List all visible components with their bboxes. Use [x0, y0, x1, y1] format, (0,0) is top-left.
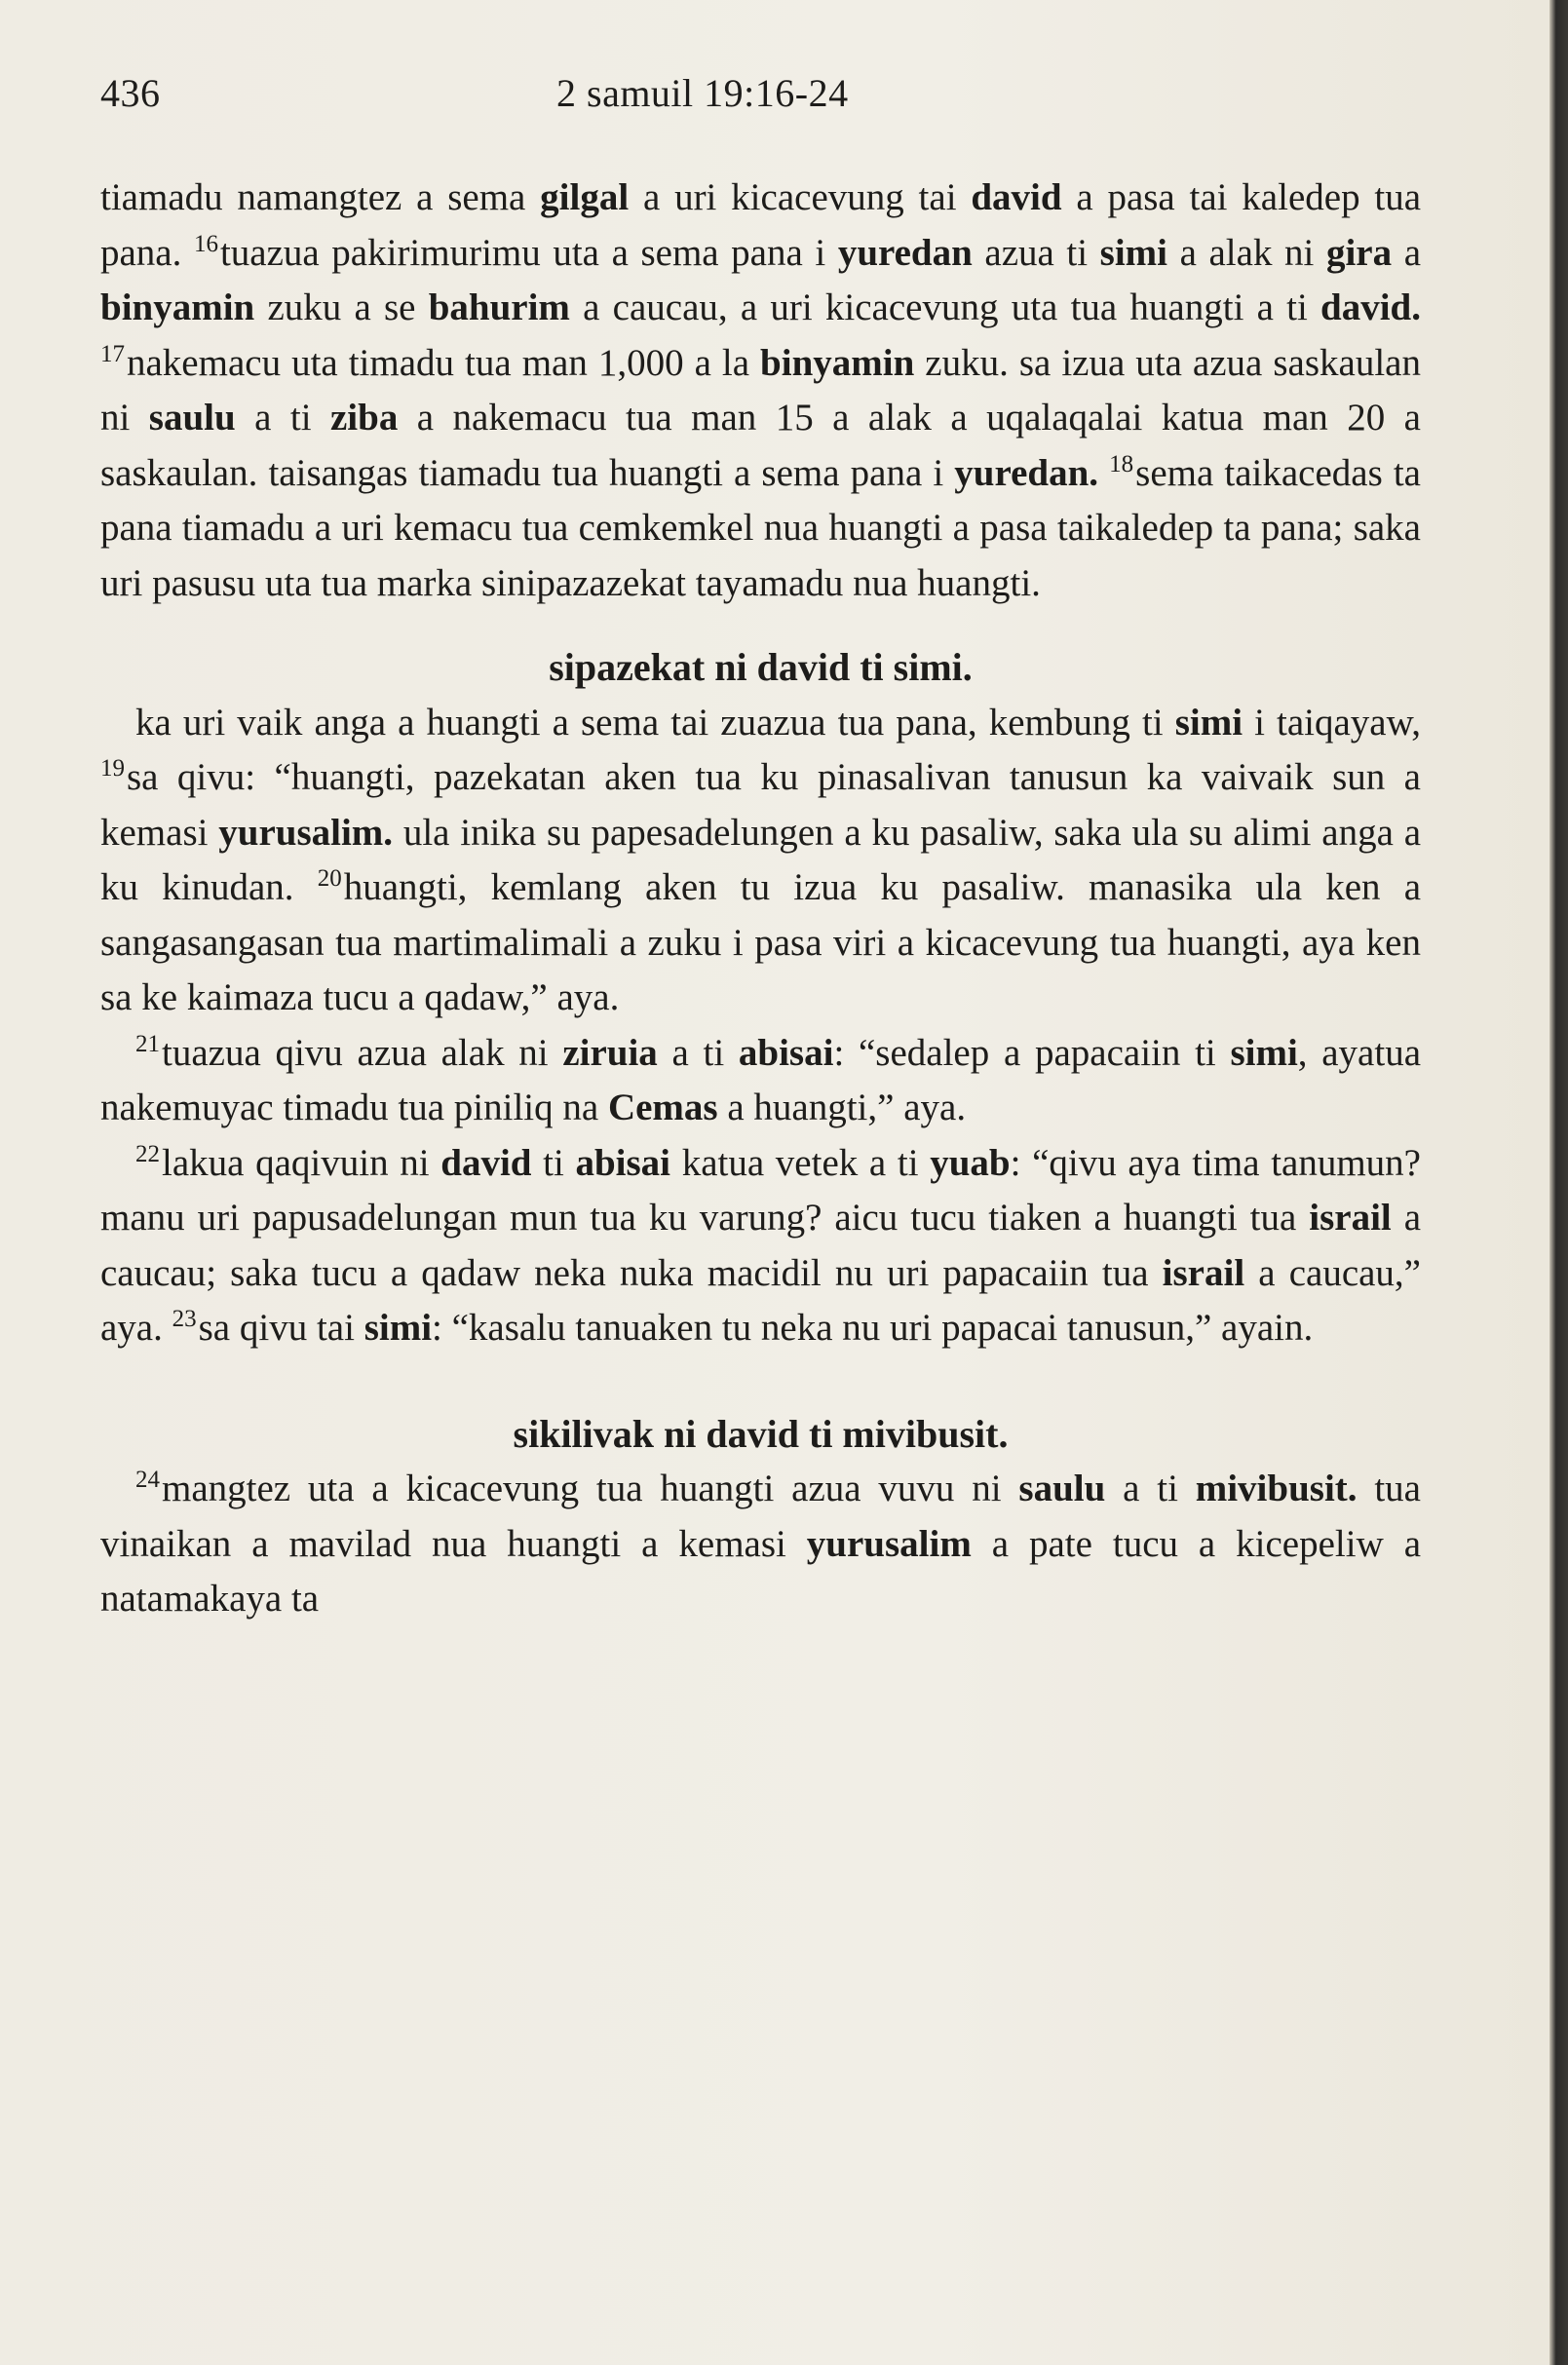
text-run: , ayatua nakemuyac timadu tua piniliq na	[100, 1031, 1422, 1128]
bold-term: david	[440, 1141, 532, 1184]
text-run	[1098, 452, 1109, 494]
verse-number: 24	[135, 1467, 160, 1493]
text-run: a ti	[235, 397, 330, 439]
text-run: a pasa tai kaledep tua pana.	[100, 176, 1422, 274]
bold-term: israil	[1309, 1197, 1392, 1239]
text-run: ka uri vaik anga a huangti a sema tai zuazua tua pana, kembung ti	[135, 701, 1175, 744]
text-run: zuku. sa izua uta azua saskaulan ni	[100, 341, 1421, 439]
bold-term: israil	[1162, 1251, 1245, 1294]
text-run: a	[1392, 231, 1422, 274]
text-run: tua vinaikan a mavilad nua huangti a kemasi	[100, 1468, 1421, 1565]
text-run: a caucau, a uri kicacevung uta tua huangti a ti	[569, 286, 1321, 328]
bold-term: bahurim	[428, 286, 570, 328]
text-run: : “kasalu tanuaken tu neka nu uri papacai tanusun,” ayain.	[432, 1307, 1314, 1349]
body-text	[100, 171, 1421, 1627]
page-edge-shadow	[1549, 0, 1568, 2365]
text-run: sa qivu tai	[198, 1307, 364, 1349]
text-run: a nakemacu tua man 15 a alak a uqalaqalai katua man 20 a saskaulan. taisangas tiamadu tua huangti a sema pana i	[100, 397, 1421, 494]
bold-term: binyamin	[760, 341, 915, 384]
text-run: : “qivu aya tima tanumun? manu uri papusadelungan mun tua ku varung? aicu tucu tiaken a huangti tua	[100, 1141, 1421, 1239]
bold-term: ziba	[330, 397, 399, 439]
verse-number: 18	[1109, 450, 1134, 477]
bold-term: simi	[1174, 701, 1243, 744]
verse-number: 22	[135, 1140, 160, 1167]
verse-number: 21	[135, 1030, 160, 1057]
verse-number: 17	[100, 340, 125, 367]
bold-term: Cemas	[607, 1087, 718, 1128]
text-run: lakua qaqivuin ni	[162, 1141, 441, 1184]
bold-term: yuredan.	[954, 451, 1099, 494]
verse-number: 19	[100, 755, 125, 782]
text-run: a uri kicacevung tai	[629, 176, 972, 218]
text-run: ti	[531, 1141, 576, 1184]
verse-number: 16	[193, 230, 218, 257]
text-run: a ti	[1105, 1468, 1196, 1509]
bold-term: binyamin	[100, 286, 255, 328]
bold-term: simi	[1230, 1031, 1298, 1074]
text-run: huangti, kemlang aken tu izua ku pasaliw. manasika ula ken a sangasangasan tua martimalimali a zuku i pasa viri a kicacevung tua huangti, aya ken sa ke kaimaza tucu a qadaw,” aya.	[100, 866, 1422, 1018]
running-head: 2 samuil 19:16-24	[556, 71, 849, 115]
bold-term: yurusalim	[806, 1522, 972, 1565]
bold-term: saulu	[148, 397, 236, 439]
bold-term: gilgal	[540, 176, 630, 218]
text-run: a huangti,” aya.	[717, 1087, 967, 1128]
text-run: a caucau; saka tucu a qadaw neka nuka macidil nu uri papacaiin tua	[100, 1197, 1422, 1294]
paragraph-verse-21	[100, 1026, 1421, 1136]
bold-term: simi	[1099, 231, 1168, 274]
intro-paragraph	[100, 171, 1421, 611]
verse-number: 20	[317, 865, 342, 892]
text-run: sa qivu: “huangti, pazekatan aken tua ku pinasalivan tanusun ka vaivaik sun a kemasi	[100, 756, 1421, 854]
paragraph-verse-24	[100, 1462, 1421, 1627]
bold-term: yuab	[930, 1141, 1011, 1184]
bold-term: abisai	[738, 1031, 834, 1074]
page-number: 436	[100, 71, 161, 115]
text-run: tuazua qivu azua alak ni	[162, 1031, 563, 1074]
text-run: nakemacu uta timadu tua man 1,000 a la	[127, 341, 761, 384]
text-run: : “sedalep a papacaiin ti	[833, 1031, 1231, 1074]
text-run: a caucau,” aya.	[100, 1251, 1421, 1349]
bold-term: david	[971, 176, 1062, 218]
page-header	[100, 70, 1421, 129]
paragraph-verses-19-20	[100, 696, 1421, 1026]
section-heading-1: sipazekat ni david ti simi.	[549, 645, 973, 689]
text-run: katua vetek a ti	[670, 1141, 931, 1184]
bold-term: simi	[363, 1307, 433, 1349]
verse-number: 23	[172, 1306, 197, 1332]
bold-term: abisai	[575, 1141, 671, 1184]
bold-term: ziruia	[562, 1031, 658, 1074]
text-run: i taiqayaw,	[1243, 701, 1421, 744]
text-run: zuku a se	[254, 286, 429, 328]
section-heading-2: sikilivak ni david ti mivibusit.	[513, 1411, 1009, 1456]
text-run: a ti	[657, 1031, 739, 1074]
text-run: azua ti	[972, 231, 1100, 274]
text-run: a pate tucu a kicepeliw a natamakaya ta	[100, 1522, 1421, 1620]
text-run: mangtez uta a kicacevung tua huangti azua vuvu ni	[162, 1468, 1019, 1509]
text-run: tiamadu namangtez a sema	[100, 176, 541, 218]
bold-term: david.	[1320, 286, 1421, 328]
bold-term: yurusalim.	[218, 811, 394, 854]
bold-term: yuredan	[837, 231, 973, 274]
text-run: sema taikacedas ta pana tiamadu a uri kemacu tua cemkemkel nua huangti a pasa taikaledep ta pana; saka uri pasusu uta tua marka sinipazazekat tayamadu nua huangti.	[100, 451, 1421, 604]
text-run: a alak ni	[1167, 231, 1326, 274]
bold-term: gira	[1325, 231, 1393, 274]
bold-term: mivibusit.	[1195, 1468, 1358, 1509]
bold-term: saulu	[1018, 1468, 1106, 1509]
paragraph-verses-22-23	[100, 1136, 1421, 1356]
text-run: ula inika su papesadelungen a ku pasaliw, saka ula su alimi anga a ku kinudan.	[100, 811, 1422, 908]
text-run: tuazua pakirimurimu uta a sema pana i	[219, 231, 838, 274]
